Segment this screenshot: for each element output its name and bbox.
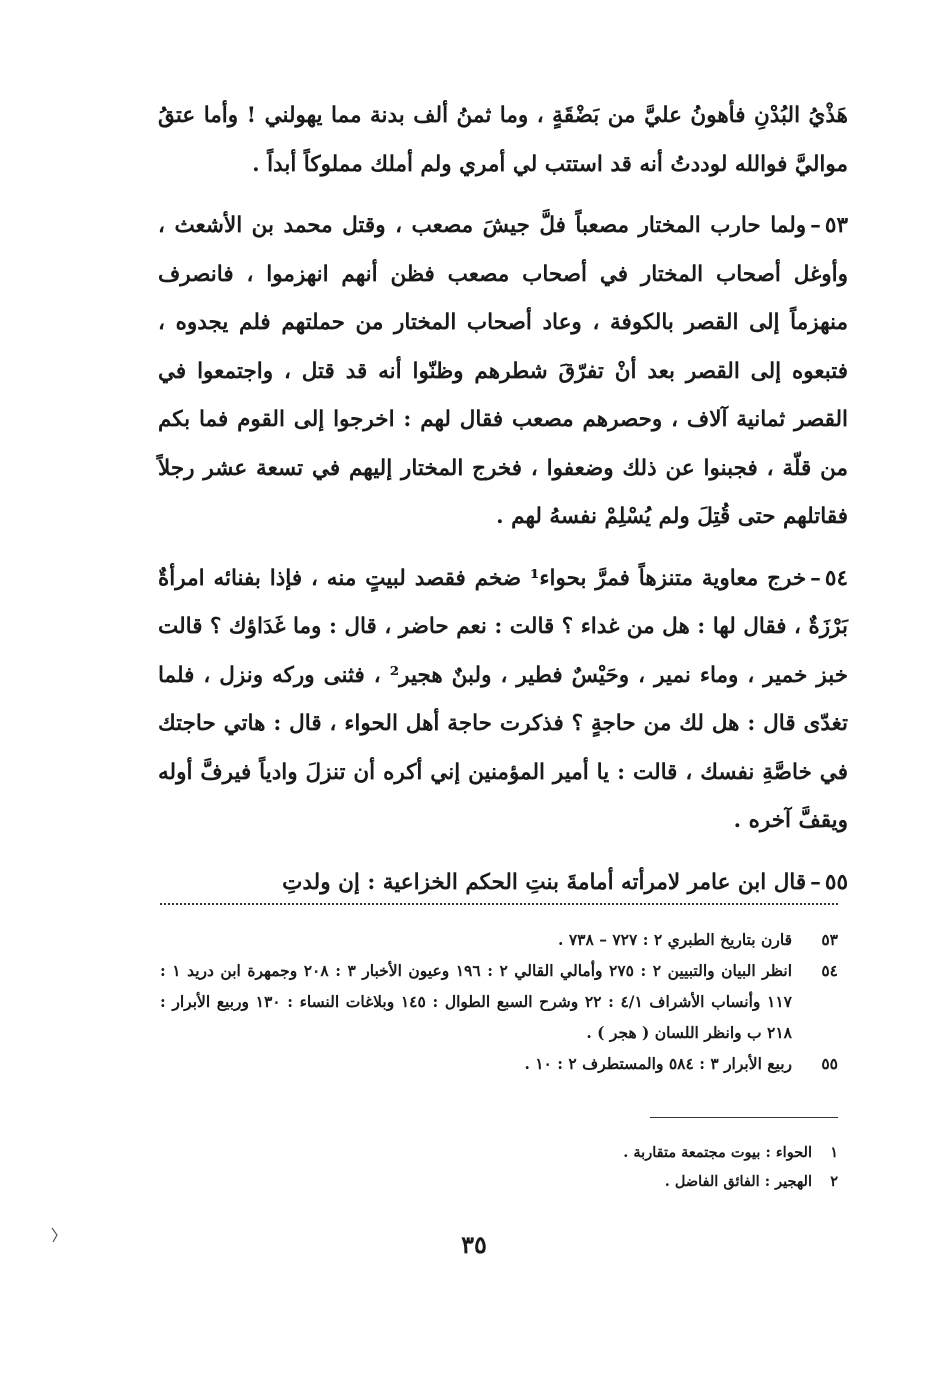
dotted-separator [160,903,838,905]
source-entry [160,924,838,955]
sources-section [160,924,838,1079]
paragraph-55 [158,859,848,908]
footnote-text: الحواء : بيوت مجتمعة متقاربة . [623,1144,812,1161]
source-entry [160,1048,838,1079]
paragraph-continuation [158,92,848,189]
source-text: انظر البيان والتبيين ٢ : ٢٧٥ وأمالي القالي ٢ : ١٩٦ وعيون الأخبار ٣ : ٢٠٨ وجمهرة ابن دريد ١ : ١١٧ وأنساب الأشراف ٤/١ : ٢٢ وشرح السبع الطوال : ١٤٥ وبلاغات النساء : ١٣٠ وربيع الأبرار : ٢١٨ ب وانظر اللسان ( هجر ) . [160,961,793,1042]
source-number: ٥٤ [821,961,838,980]
source-number: ٥٣ [821,930,838,949]
page-number: ٣٥ [461,1230,487,1259]
source-text: ربيع الأبرار ٣ : ٥٨٤ والمستطرف ٢ : ١٠ . [524,1054,792,1073]
footnote-entry [160,1167,838,1196]
footnote-text: الهجير : الفائق الفاضل . [664,1173,812,1190]
paragraph-text: ولما حارب المختار مصعباً فلَّ جيشَ مصعب ، وقتل محمد بن الأشعث ، وأوغل أصحاب المختار في أصحاب مصعب فظن أنهم انهزموا ، فانصرف منهزماً إلى القصر بالكوفة ، وعاد أصحاب المختار من حملتهم فلم يجدوه ، فتبعوه إلى القصر بعد أنْ تفرّقَ شطرهم وظنّوا أنه قد قتل ، واجتمعوا في القصر ثمانية آلاف ، وحصرهم مصعب فقال لهم : اخرجوا إلى القوم فما بكم من قلّة ، فجبنوا عن ذلك وضعفوا ، فخرج المختار إليهم في تسعة عشر رجلاً فقاتلهم حتى قُتِلَ ولم يُسْلِمْ نفسهُ لهم . [158,213,848,529]
paragraph-54 [158,555,848,846]
footnote-number: ٢ [830,1173,838,1190]
footnote-number: ١ [830,1144,838,1161]
source-entry [160,955,838,1048]
paragraph-text: خرج معاوية متنزهاً فمرَّ بحواء¹ ضخم فقصد لبيتٍ منه ، فإذا بفنائه امرأةٌ بَرْزَةٌ ، فقال لها : هل من غداء ؟ قالت : نعم حاضر ، قال : وما غَدَاؤك ؟ قالت خبز خمير ، وماء نمير ، وحَيْسٌ فطير ، ولبنٌ هجير² ، فثنى وركه ونزل ، فلما تغدّى قال : هل لك من حاجةٍ ؟ فذكرت حاجة أهل الحواء ، قال : هاتي حاجتك في خاصَّةِ نفسك ، قالت : يا أمير المؤمنين إني أكره أن تنزلَ وادياً فيرفَّ أوله ويقفَّ آخره . [158,565,848,833]
source-text: قارن بتاريخ الطبري ٢ : ٧٢٧ – ٧٣٨ . [558,930,792,949]
paragraph-dash: – [810,213,821,238]
footnotes-section [160,1138,838,1196]
paragraph-number: ٥٤ [824,565,848,591]
paragraph-text: هَذْيُ البُدْنِ فأهونُ عليَّ من بَضْقَةٍ ، وما ثمنُ ألف بدنة مما يهولني ! وأما عتقُ مواليَّ فوالله لوددتُ أنه قد استتب لي أمري ولم أملك مملوكاً أبداً . [158,103,848,177]
main-text-body [158,92,848,907]
footnote-separator [650,1117,838,1118]
paragraph-number: ٥٥ [824,869,848,895]
scan-edge-mark [50,1226,60,1244]
source-number: ٥٥ [821,1054,838,1073]
paragraph-text: قال ابن عامر لامرأته أمامةَ بنتِ الحكم الخزاعية : إن ولدتِ [282,869,807,895]
paragraph-53 [158,202,848,542]
footnote-entry [160,1138,838,1167]
paragraph-number: ٥٣ [824,213,848,238]
paragraph-dash: – [810,565,821,591]
paragraph-dash: – [810,869,821,895]
